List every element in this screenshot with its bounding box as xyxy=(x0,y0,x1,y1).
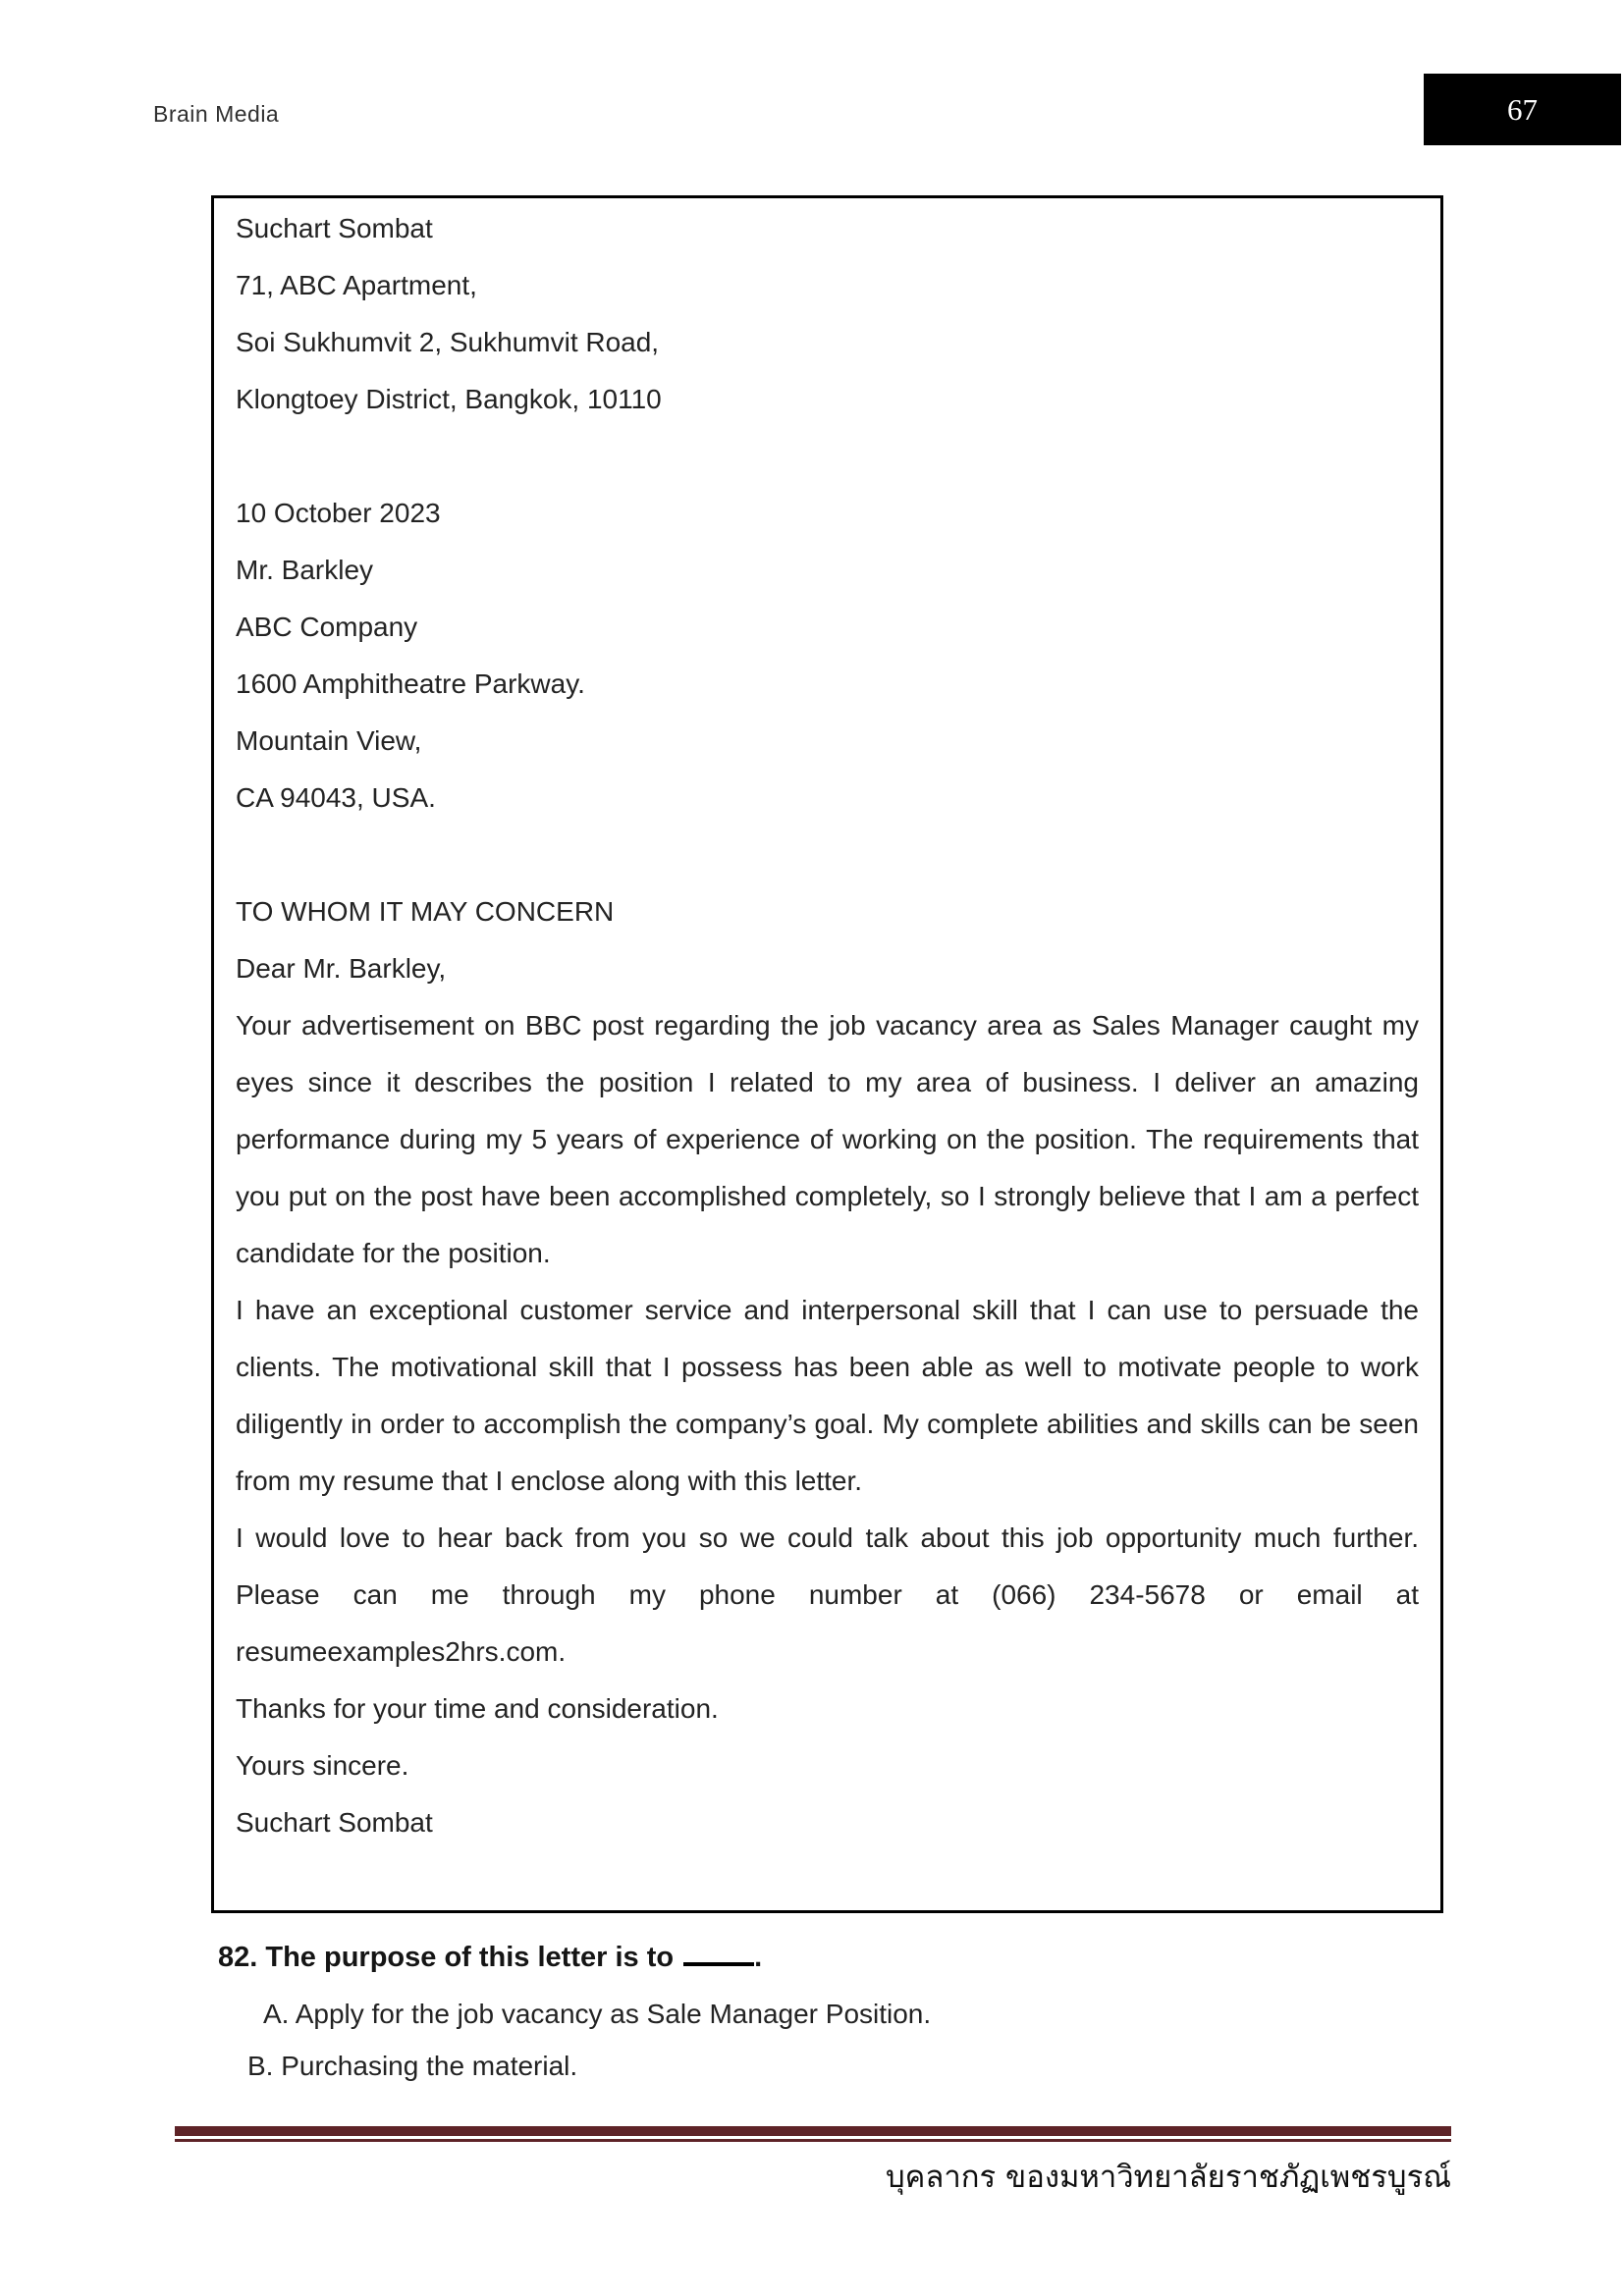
blank-line xyxy=(236,428,1419,485)
recipient-address-line: 1600 Amphitheatre Parkway. xyxy=(236,668,585,699)
question-blank xyxy=(683,1937,754,1966)
question-text: 82. The purpose of this letter is to xyxy=(218,1942,675,1973)
recipient-address-line: Mr. Barkley xyxy=(236,555,374,585)
blank-line xyxy=(236,827,1419,883)
answer-option: A. Apply for the job vacancy as Sale Manager Position. xyxy=(263,1999,932,2029)
footer-divider xyxy=(175,2126,1451,2142)
recipient-address-line: Mountain View, xyxy=(236,725,422,756)
brand-title: Brain Media xyxy=(153,101,280,127)
page-number-badge xyxy=(1424,74,1621,145)
answer-options xyxy=(247,1988,931,2092)
footer-divider-thick-bar xyxy=(175,2126,1451,2136)
recipient-address-line: CA 94043, USA. xyxy=(236,782,436,813)
letter-paragraph: I would love to hear back from you so we could talk about this job opportunity much further. Please can me through my phone number at (066) 234-5678 or email at resumeexamples2hrs.com. xyxy=(236,1522,1419,1667)
recipient-address-block xyxy=(236,542,1419,827)
letter-thanks: Thanks for your time and consideration. xyxy=(236,1693,719,1724)
question-82 xyxy=(218,1932,762,1983)
footer-note: บุคลากร ของมหาวิทยาลัยราชภัฏเพชรบูรณ์ xyxy=(885,2160,1451,2195)
letter-paragraph: I have an exceptional customer service and interpersonal skill that I can use to persuade the clients. The motivational skill that I possess has been able as well to motivate people to work diligently in order to accomplish the company’s goal. My complete abilities and skills can be seen from my resume that I enclose along with this letter. xyxy=(236,1295,1419,1496)
footer-divider-thin-bar xyxy=(175,2139,1451,2142)
question-period: . xyxy=(754,1942,763,1973)
answer-option: B. Purchasing the material. xyxy=(247,2051,578,2081)
sender-address-line: Klongtoey District, Bangkok, 10110 xyxy=(236,384,662,414)
page-number: 67 xyxy=(1507,91,1538,127)
sender-address-line: 71, ABC Apartment, xyxy=(236,270,477,300)
letter-salutation: Dear Mr. Barkley, xyxy=(236,953,447,984)
letter-heading: TO WHOM IT MAY CONCERN xyxy=(236,896,615,927)
recipient-address-line: ABC Company xyxy=(236,612,418,642)
letter-paragraph: Your advertisement on BBC post regarding the job vacancy area as Sales Manager caught my eyes since it describes the position I related to my area of business. I deliver an amazing performance during my 5 years of experience of working on the position. The requirements that you put on the post have been accomplished completely, so I strongly believe that I am a perfect candidate for the position. xyxy=(236,1010,1419,1268)
letter-sign-off: Yours sincere. xyxy=(236,1750,409,1781)
letter-signature: Suchart Sombat xyxy=(236,1807,433,1838)
sender-address-line: Soi Sukhumvit 2, Sukhumvit Road, xyxy=(236,327,660,357)
letter-date: 10 October 2023 xyxy=(236,498,441,528)
sender-address-block xyxy=(236,200,1419,428)
sender-address-line: Suchart Sombat xyxy=(236,213,433,243)
letter-body xyxy=(236,997,1419,1681)
letter-frame xyxy=(211,195,1443,1913)
